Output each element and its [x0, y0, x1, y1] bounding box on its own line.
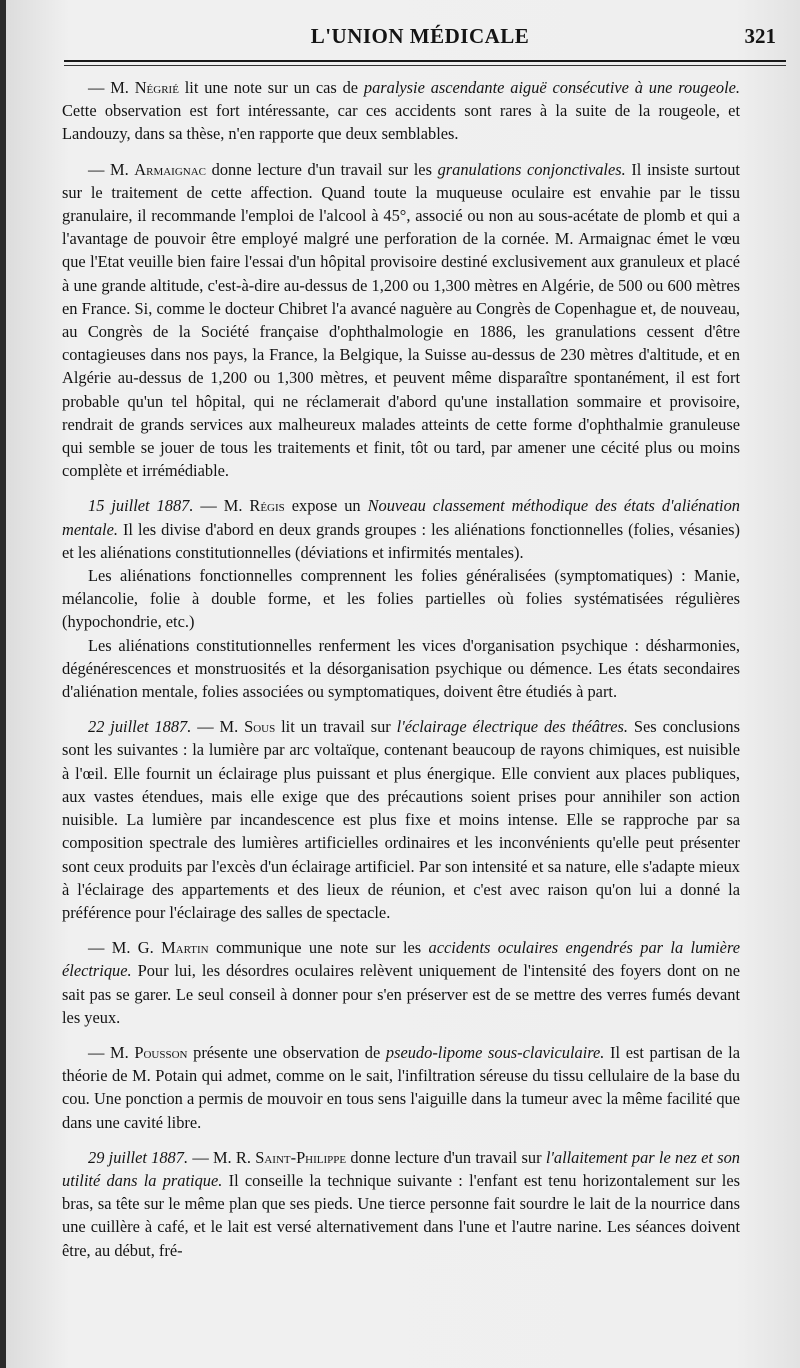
paper-title: accidents oculaires engendrés par la lumière électrique.	[62, 938, 740, 981]
author-name: Martin	[161, 938, 209, 958]
author-name: Régis	[249, 496, 285, 516]
paper-title: l'éclairage électrique des théâtres.	[396, 717, 628, 737]
paragraph-alienations-constitutionnelles: Les aliénations constitutionnelles renferment les vices d'organisation psychique : désharmonies, dégénérescences et monstruosités et la désorganisation psychique ou démence. Les états secondaires d'aliénation mentale, folies associées ou symptomatiques, doivent être étudiés à part.	[62, 635, 740, 702]
author-name: Armaignac	[134, 159, 207, 179]
session-date: 15 juillet 1887.	[88, 496, 194, 516]
page-header	[60, 18, 780, 58]
paper-title: l'allaitement par le nez et son utilité dans la pratique.	[62, 1147, 740, 1190]
author-name: Pousson	[134, 1042, 188, 1062]
paragraph-armaignac: — M. Armaignac donne lecture d'un travail sur les granulations conjonctivales. Il insiste surtout sur le traitement de cette affection. Quand toute la muqueuse oculaire est envahie par le tissu granulaire, il recommande l'emploi de l'alcool à 45°, associé ou non au sous-acétate de plomb et qui a l'avantage de pouvoir être employé malgré une perforation de la cornée. M. Armaignac émet le vœu que l'Etat veuille bien faire l'essai d'un hôpital provisoire destiné exclusivement aux granuleux et placé à une grande altitude, c'est-à-dire au-dessus de 1,200 ou 1,300 mètres en Algérie, de 500 ou 600 mètres en France. Si, comme le docteur Chibret l'a avancé naguère au Congrès de Copenhague et, de nouveau, au Congrès de la Société française d'ophthalmologie en 1886, les granulations cessent d'être contagieuses dans nos pays, la France, la Belgique, la Suisse au-dessus de 230 mètres d'altitude, et en Algérie au-dessus de 1,200 ou 1,300 mètres, et peuvent même disparaître spontanément, il est fort probable qu'un tel hôpital, qui ne réclamerait d'abord qu'une installation sommaire et provisoire, rendrait de grands services aux malheureux malades atteints de cette forme d'ophthalmie granuleuse qui semble se jouer de tous les traitements et finit, tôt ou tard, par amener une cécité plus ou moins complète et irrémédiable.	[62, 159, 740, 481]
paper-title: Nouveau classement méthodique des états d'aliénation mentale.	[62, 496, 741, 539]
session-date: 29 juillet 1887.	[88, 1147, 189, 1167]
page-number: 321	[744, 24, 776, 48]
paragraph-pousson: — M. Pousson présente une observation de pseudo-lipome sous-claviculaire. Il est partisan de la théorie de M. Potain qui admet, comme on le sait, l'infiltration séreuse du tissu cellulaire de la base du cou. Une ponction a permis de mouvoir en tous sens l'aiguille dans la tumeur avec la même facilité que dans une cavité libre.	[62, 1042, 740, 1132]
author-name: Négrié	[134, 78, 179, 97]
paper-title: granulations conjonctivales.	[437, 159, 626, 179]
document-page	[6, 0, 800, 1368]
paragraph-martin: — M. G. Martin communique une note sur les accidents oculaires engendrés par la lumière électrique. Pour lui, les désordres oculaires relèvent uniquement de l'intensité des foyers dont on ne sait pas se garer. Le seul conseil à donner pour s'en préserver est de se mettre des verres fumés devant les yeux.	[62, 938, 740, 1027]
paragraph-saint-philippe: 29 juillet 1887. — M. R. Saint-Philippe donne lecture d'un travail sur l'allaitement par le nez et son utilité dans la pratique. Il conseille la technique suivante : l'enfant est tenu horizontalement sur les bras, sa tête sur le même plan que ses pieds. Une tierce personne fait sourdre le lait de la nourrice dans une cuillère à café, et le lait est versé alternativement dans l'une et l'autre narine. Les séances doivent être, au début, fré-	[62, 1147, 740, 1260]
session-date: 22 juillet 1887.	[88, 717, 192, 737]
author-name: Saint-Philippe	[255, 1147, 347, 1167]
paragraph-regis: 15 juillet 1887. — M. Régis expose un Nouveau classement méthodique des états d'aliénation mentale. Il les divise d'abord en deux grands groupes : les aliénations fonctionnelles (folies, vésanies) et les aliénations constitutionnelles (déviations et infirmités mentales).	[62, 496, 741, 562]
author-name: Sous	[244, 717, 276, 737]
paper-title: paralysie ascendante aiguë consécutive à une rougeole.	[363, 78, 741, 97]
header-rule-thin	[64, 65, 786, 66]
running-title: L'UNION MÉDICALE	[310, 24, 530, 48]
body-text	[62, 76, 740, 1262]
paragraph-sous: 22 juillet 1887. — M. Sous lit un travail sur l'éclairage électrique des théâtres. Ses conclusions sont les suivantes : la lumière par arc voltaïque, contenant beaucoup de rayons chimiques, est nuisible à l'œil. Elle fournit un éclairage plus puissant et plus énergique. Elle convient aux places publiques, aux vastes étendues, mais elle exige que des précautions soient prises pour annihiler son action nuisible. La lumière par incandescence est plus fixe et moins intense. Elle se rapproche par sa composition spectrale des lumières artificielles ordinaires et les inconvénients qu'elle peut présenter sont ceux produits par l'excès d'un éclairage artificiel. Par son intensité et sa nature, elle s'adapte mieux à l'éclairage des appartements et des lieux de réunion, et c'est avec raison qu'on lui a donné la préférence pour l'éclairage des salles de spectacle.	[62, 717, 740, 922]
paragraph-negrie: — M. Négrié lit une note sur un cas de paralysie ascendante aiguë consécutive à une rougeole. Cette observation est fort intéressante, car ces accidents sont rares à la suite de la rougeole, et Landouzy, dans sa thèse, n'en rapporte que deux semblables.	[62, 78, 741, 144]
header-rule	[64, 60, 786, 62]
paper-title: pseudo-lipome sous-claviculaire.	[385, 1042, 605, 1062]
paragraph-alienations-fonctionnelles: Les aliénations fonctionnelles comprennent les folies généralisées (symptomatiques) : Manie, mélancolie, folie à double forme, et les folies partielles où folies systématisées régulières (hypochondrie, etc.)	[62, 566, 740, 632]
